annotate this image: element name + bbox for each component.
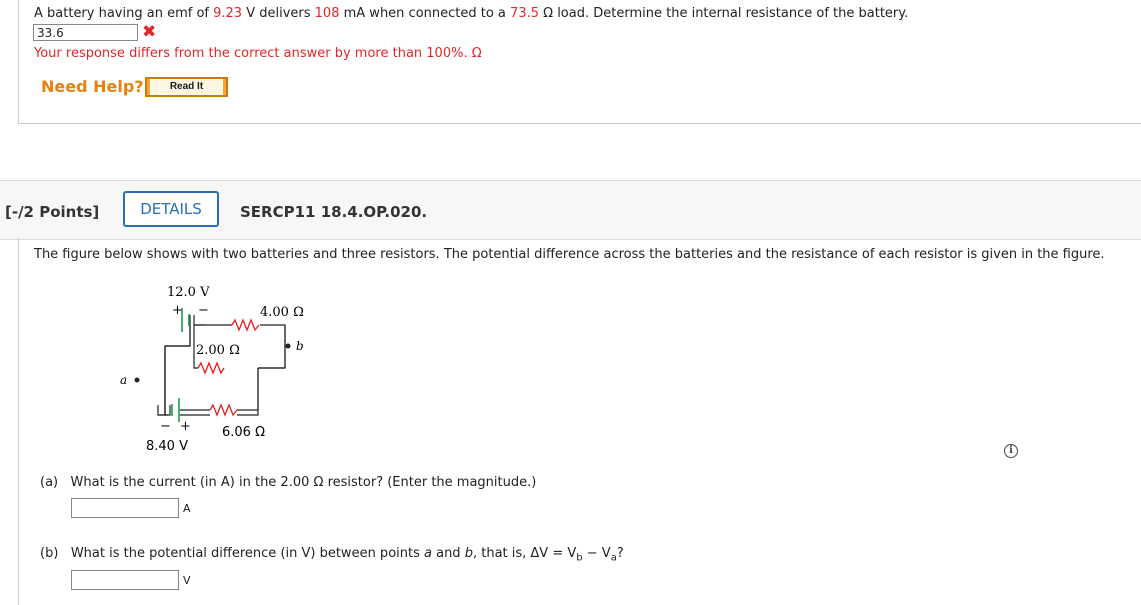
need-help-label: Need Help?	[41, 77, 144, 96]
question-intro: The figure below shows with two batteries and three resistors. The potential difference across the batteries and the resistance of each resistor is given in the figure.	[34, 247, 1105, 262]
previous-answer-field[interactable]: 33.6	[33, 24, 138, 41]
part-a-prompt: (a) What is the current (in A) in the 2.00 Ω resistor? (Enter the magnitude.)	[40, 475, 537, 490]
previous-question-text: A battery having an emf of 9.23 V delivers 108 mA when connected to a 73.5 Ω load. Determine the internal resistance of the battery.	[34, 6, 909, 21]
info-icon[interactable]: i	[1004, 444, 1018, 458]
point-b-label: b	[296, 339, 304, 353]
battery-top-minus: −	[198, 303, 209, 318]
battery-top-label: 12.0 V	[167, 285, 210, 300]
battery-bottom-minus: −	[160, 419, 171, 434]
battery-top-plus: +	[172, 303, 183, 318]
circuit-wires	[165, 320, 285, 415]
part-a-input[interactable]	[71, 498, 179, 518]
resistor-2-ohm	[198, 363, 224, 373]
battery-12v	[182, 308, 189, 332]
emf-value: 9.23	[213, 6, 243, 21]
part-a-unit: A	[183, 502, 191, 515]
incorrect-x-icon: ✖	[142, 22, 157, 42]
point-a-label: a	[120, 373, 128, 387]
load-value: 73.5	[510, 6, 539, 21]
question-header	[0, 180, 1141, 240]
resistor-bottom-label: 6.06 Ω	[222, 425, 266, 440]
part-b-unit: V	[183, 574, 191, 587]
battery-bottom-label: 8.40 V	[146, 439, 188, 454]
resistor-4-ohm	[232, 320, 259, 330]
point-a-dot	[135, 378, 140, 383]
feedback-text: Your response differs from the correct answer by more than 100%. Ω	[34, 46, 482, 61]
battery-8-4v	[172, 398, 179, 422]
part-b-prompt: (b) What is the potential difference (in V) between points a and b, that is, $\Delta V = V_b - V_a$?	[40, 546, 624, 564]
circuit-figure	[110, 280, 330, 460]
resistor-middle-label: 2.00 Ω	[196, 343, 240, 358]
current-value: 108	[314, 6, 340, 21]
battery-bottom-plus: +	[180, 419, 191, 434]
read-it-label: Read It	[150, 79, 223, 95]
part-b-input[interactable]	[71, 570, 179, 590]
point-b-dot	[286, 344, 291, 349]
resistor-top-label: 4.00 Ω	[260, 305, 304, 320]
points-label: [-/2 Points]	[5, 203, 100, 221]
read-it-button[interactable]	[145, 77, 228, 97]
resistor-6-06-ohm	[210, 405, 237, 415]
question-code: SERCP11 18.4.OP.020.	[240, 203, 428, 221]
details-button[interactable]: DETAILS	[123, 191, 219, 227]
